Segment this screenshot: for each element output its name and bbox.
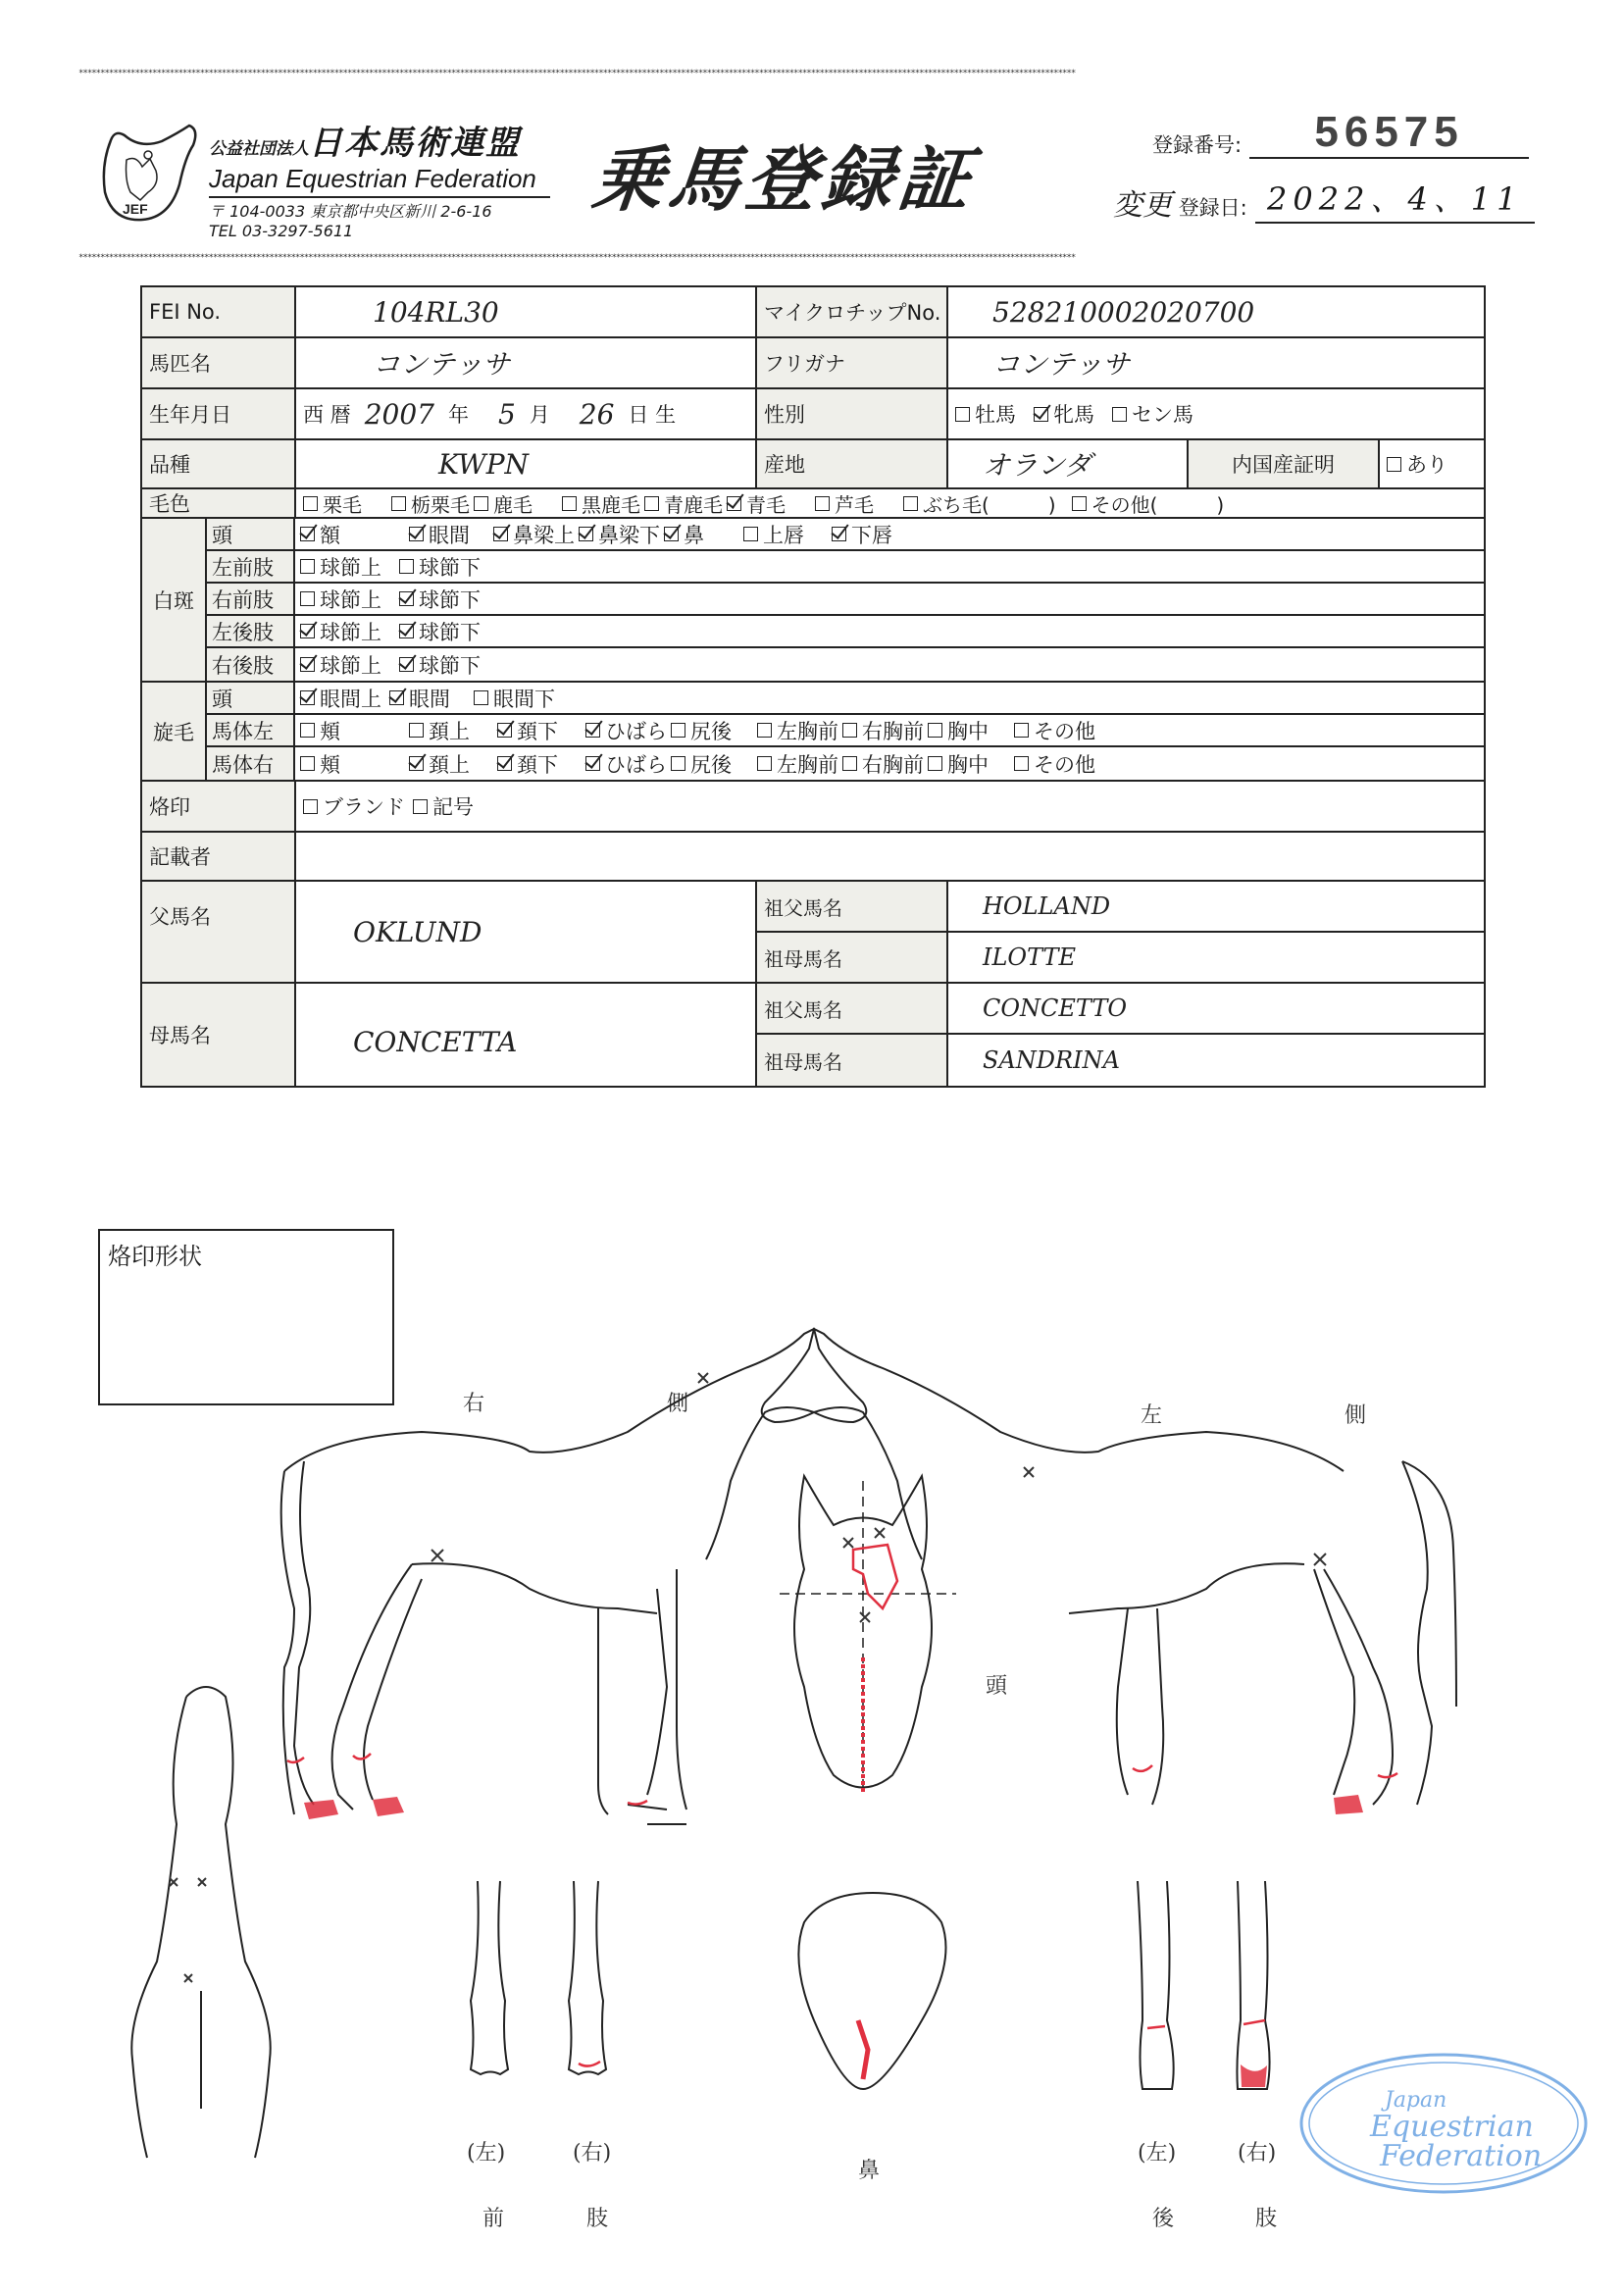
marking-option[interactable]: 鼻梁上 — [493, 520, 575, 549]
sire-grandsire-label: 祖父馬名 — [757, 882, 948, 931]
front-left-label: (左) — [467, 2141, 506, 2166]
recorder-label: 記載者 — [142, 833, 296, 880]
whorl-option[interactable]: 頬 — [300, 749, 340, 779]
checkbox-checked-icon[interactable] — [1034, 407, 1048, 422]
microchip-label: マイクロチップNo. — [757, 287, 948, 336]
breed-value: KWPN — [296, 440, 757, 487]
sire-granddam-label: 祖母馬名 — [757, 933, 948, 982]
hind-caption-1: 後 — [1152, 2207, 1175, 2231]
marking-option[interactable]: 球節下 — [399, 650, 481, 680]
sex-options — [948, 389, 1484, 438]
head-front-view-icon — [780, 1476, 956, 1795]
white-marking-row-head: 頭 額 眼間 鼻梁上 鼻梁下 鼻 上唇 下唇 — [207, 519, 1484, 551]
marking-option[interactable]: 球節上 — [300, 585, 381, 614]
dam-section — [142, 984, 1484, 1086]
dam-granddam-label: 祖母馬名 — [757, 1035, 948, 1086]
org-name-jp: 日本馬術連盟 — [309, 124, 521, 163]
top-view-horse-icon — [131, 1687, 270, 2158]
star-border-top: ************************************************************************************************************************************************************************************************************************************** — [78, 69, 1076, 78]
org-prefix: 公益社団法人 — [209, 139, 309, 159]
org-address: 〒 104-0033 東京都中央区新川 2-6-16 — [209, 202, 492, 221]
sex-label: 性別 — [757, 389, 948, 438]
birth-day: 26 — [579, 397, 615, 431]
brand-option[interactable]: ブランド — [303, 791, 405, 821]
white-marking-row-right-hind: 右後肢 球節上 球節下 — [207, 648, 1484, 681]
sex-option-gelding[interactable]: セン馬 — [1112, 399, 1193, 429]
marking-option[interactable]: 下唇 — [832, 520, 892, 549]
whorl-option[interactable]: その他 — [1014, 749, 1095, 779]
domestic-cert-label: 内国産証明 — [1189, 440, 1380, 487]
registration-date-label: 登録日: — [1178, 196, 1247, 220]
whorl-option[interactable]: 胸中 — [928, 716, 989, 745]
nose-label: 鼻 — [858, 2159, 881, 2183]
whorl-option[interactable]: 眼間上 — [300, 684, 381, 713]
brand-label: 烙印 — [142, 782, 296, 831]
hind-limbs-icon — [1138, 1881, 1270, 2089]
breed-label: 品種 — [142, 440, 296, 487]
dam-grandsire-value: CONCETTO — [983, 994, 1128, 1022]
front-caption-2: 肢 — [586, 2207, 609, 2231]
marking-option[interactable]: 球節下 — [399, 617, 481, 646]
change-prefix: 変更 — [1113, 188, 1172, 223]
sire-section — [142, 882, 1484, 984]
star-border-bottom: ************************************************************************************************************************************************************************************************************************************** — [78, 253, 1076, 263]
coat-option[interactable]: 栗毛 — [303, 489, 362, 518]
birth-year-unit: 年 — [447, 403, 469, 427]
birth-date-value — [296, 389, 757, 438]
origin-value: オランダ — [948, 440, 1189, 487]
marking-option[interactable]: 鼻 — [664, 520, 704, 549]
whorl-option[interactable]: 左胸前 — [757, 749, 838, 779]
hind-left-label: (左) — [1138, 2141, 1177, 2166]
whorl-option[interactable]: 頚下 — [497, 716, 558, 745]
org-name-en: Japan Equestrian Federation — [209, 164, 550, 198]
furigana-label: フリガナ — [757, 338, 948, 387]
hind-right-label: (右) — [1238, 2141, 1277, 2166]
checkbox-icon[interactable] — [1112, 407, 1127, 422]
fei-no-value: 104RL30 — [296, 287, 757, 336]
registration-date-row — [1113, 177, 1535, 224]
birth-year: 2007 — [364, 397, 434, 431]
horse-name-label: 馬匹名 — [142, 338, 296, 387]
head-label: 頭 — [986, 1674, 1008, 1699]
org-tel: TEL 03-3297-5611 — [209, 222, 354, 240]
whorl-option[interactable]: 頚上 — [409, 716, 470, 745]
organization-block — [209, 116, 550, 241]
horse-name-value: コンテッサ — [296, 338, 757, 387]
svg-text:JEF: JEF — [123, 201, 148, 217]
white-markings-section — [142, 519, 1484, 683]
right-side-label: 右 側 — [463, 1392, 719, 1416]
svg-text:Federation: Federation — [1380, 2139, 1543, 2173]
sire-label: 父馬名 — [142, 882, 296, 982]
coat-option[interactable]: 黒鹿毛 — [562, 489, 640, 518]
checkbox-icon[interactable] — [1387, 457, 1401, 472]
whorl-option[interactable]: ひばら — [585, 716, 667, 745]
white-marking-row-left-fore: 左前肢 球節上 球節下 — [207, 551, 1484, 584]
whorl-row-body-right: 馬体右 頬 頚上 頚下 ひばら 尻後 左胸前 右胸前 胸中 その他 — [207, 747, 1484, 780]
whorl-option[interactable]: 左胸前 — [757, 716, 838, 745]
sire-granddam-value: ILOTTE — [983, 943, 1077, 971]
registration-date-value: 2022、4、11 — [1255, 177, 1535, 224]
sex-option-stallion[interactable]: 牡馬 — [955, 399, 1016, 429]
front-caption-1: 前 — [482, 2207, 505, 2231]
marking-option[interactable]: 球節上 — [300, 617, 381, 646]
whorl-option[interactable]: その他 — [1014, 716, 1095, 745]
whorl-option[interactable]: ひばら — [585, 749, 667, 779]
whorl-option[interactable]: 頬 — [300, 716, 340, 745]
coat-option[interactable]: 栃栗毛 — [391, 489, 470, 518]
whorl-option[interactable]: 頚下 — [497, 749, 558, 779]
coat-option[interactable]: 青鹿毛 — [644, 489, 723, 518]
coat-color-options — [296, 489, 1484, 517]
registration-number-value: 56575 — [1249, 108, 1529, 159]
whorl-option[interactable]: 胸中 — [928, 749, 989, 779]
brand-options — [296, 782, 1484, 831]
whorl-row-head: 頭 眼間上 眼間 眼間下 — [207, 683, 1484, 715]
furigana-value: コンテッサ — [992, 348, 1131, 381]
coat-option[interactable]: 芦毛 — [815, 489, 874, 518]
sire-value: OKLUND — [296, 882, 757, 982]
birth-day-unit: 日 生 — [628, 403, 677, 427]
front-limbs-icon — [471, 1881, 606, 2074]
svg-text:Japan: Japan — [1385, 2088, 1447, 2113]
white-marking-row-right-fore: 右前肢 球節上 球節下 — [207, 584, 1484, 616]
hind-caption-2: 肢 — [1255, 2207, 1278, 2231]
marking-option[interactable]: 額 — [300, 520, 340, 549]
origin-label: 産地 — [757, 440, 948, 487]
dam-label: 母馬名 — [142, 984, 296, 1086]
whorl-option[interactable]: 右胸前 — [842, 749, 924, 779]
white-marking-row-left-hind: 左後肢 球節上 球節下 — [207, 616, 1484, 648]
marking-option[interactable]: 鼻梁下 — [579, 520, 660, 549]
birth-month: 5 — [497, 397, 516, 431]
registration-number-row — [1152, 108, 1529, 159]
document-title: 乗馬登録証 — [587, 138, 980, 221]
left-side-label: 左 側 — [1141, 1403, 1396, 1428]
whorl-option[interactable]: 頚上 — [409, 749, 470, 779]
whorl-option[interactable]: 尻後 — [671, 749, 732, 779]
svg-text:Equestrian: Equestrian — [1370, 2110, 1534, 2144]
birth-era: 西 暦 — [303, 403, 351, 427]
brand-option[interactable]: 記号 — [413, 791, 474, 821]
whorl-option[interactable]: 尻後 — [671, 716, 732, 745]
whorl-option[interactable]: 眼間下 — [474, 684, 555, 713]
brand-shape-box — [98, 1229, 394, 1405]
domestic-cert-option[interactable]: あり — [1380, 440, 1484, 487]
coat-option[interactable]: ぶち毛( ) — [903, 489, 1056, 518]
white-marking-annotations-icon — [287, 1545, 1397, 2079]
nose-view-icon — [798, 1893, 945, 2089]
dam-granddam-value: SANDRINA — [983, 1046, 1120, 1074]
marking-option[interactable]: 球節上 — [300, 650, 381, 680]
coat-option[interactable]: 鹿毛 — [474, 489, 533, 518]
checkbox-icon[interactable] — [955, 407, 970, 422]
microchip-value: 528210002020700 — [992, 295, 1255, 329]
registration-number-label: 登録番号: — [1152, 133, 1243, 157]
sex-option-mare[interactable]: 牝馬 — [1034, 399, 1094, 429]
coat-color-label: 毛色 — [142, 489, 296, 517]
dam-grandsire-label: 祖父馬名 — [757, 984, 948, 1033]
white-markings-label: 白斑 — [142, 519, 207, 681]
fei-no-label: FEI No. — [142, 287, 296, 336]
marking-option[interactable]: 球節下 — [399, 585, 481, 614]
whorl-row-body-left: 馬体左 頬 頚上 頚下 ひばら 尻後 左胸前 右胸前 胸中 その他 — [207, 715, 1484, 747]
whorl-option[interactable]: 右胸前 — [842, 716, 924, 745]
birth-date-label: 生年月日 — [142, 389, 296, 438]
whorl-option[interactable]: 眼間 — [389, 684, 450, 713]
marking-option[interactable]: 上唇 — [743, 520, 804, 549]
sire-grandsire-value: HOLLAND — [983, 892, 1111, 920]
recorder-value — [296, 833, 1484, 880]
whorls-label: 旋毛 — [142, 683, 207, 780]
brand-shape-label: 烙印形状 — [108, 1243, 202, 1270]
front-right-label: (右) — [573, 2141, 612, 2166]
jef-logo-icon — [91, 116, 199, 226]
dam-value: CONCETTA — [296, 984, 757, 1086]
whorls-section — [142, 683, 1484, 782]
coat-option[interactable]: その他( ) — [1072, 489, 1225, 518]
coat-option-checked[interactable]: 青毛 — [727, 489, 786, 518]
registration-form — [140, 285, 1486, 1088]
birth-month-unit: 月 — [529, 403, 550, 427]
marking-option[interactable]: 眼間 — [409, 520, 470, 549]
marking-option[interactable]: 球節下 — [399, 552, 481, 582]
jef-stamp-icon — [1296, 2050, 1591, 2197]
marking-option[interactable]: 球節上 — [300, 552, 381, 582]
